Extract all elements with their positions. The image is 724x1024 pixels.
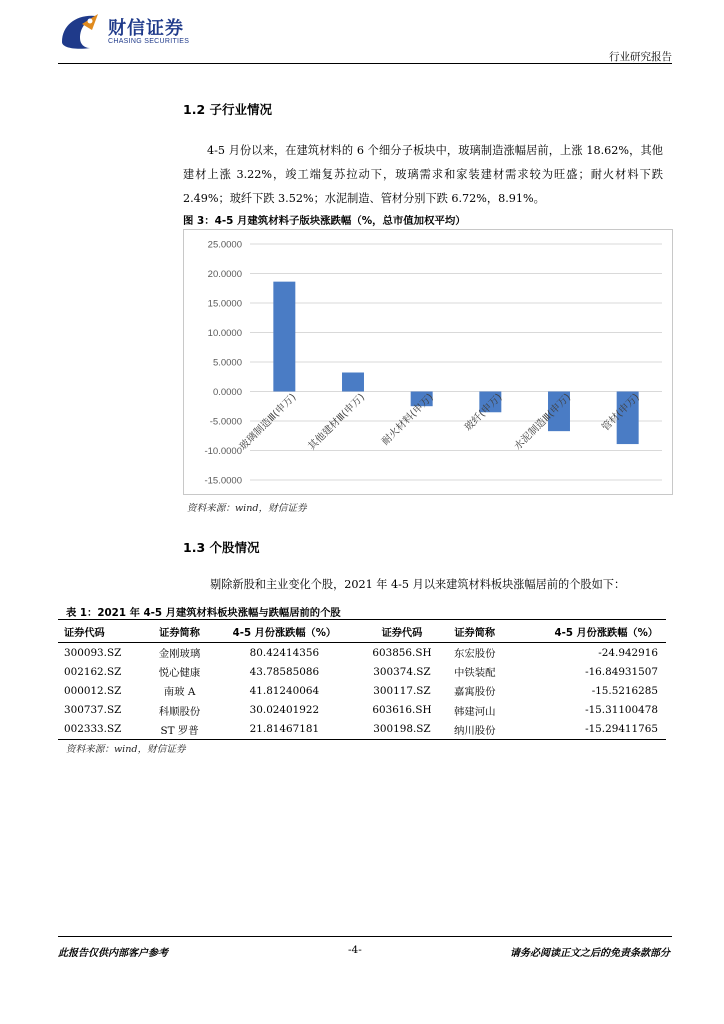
cell-change: 43.78585086 bbox=[249, 665, 320, 678]
table-row bbox=[58, 662, 666, 681]
col-header-name-2: 证券简称 bbox=[445, 620, 505, 643]
figure-caption: 图 3：4-5 月建筑材料子版块涨跌幅（%，总市值加权平均） bbox=[183, 215, 466, 227]
col-header-change-1: 4-5 月份涨跌幅（%） bbox=[210, 620, 360, 643]
header-divider bbox=[58, 63, 672, 64]
section-1-3-paragraph: 剔除新股和主业变化个股，2021 年 4-5 月以来建筑材料板块涨幅居前的个股如下： bbox=[210, 578, 626, 591]
figure-source: 资料来源：wind，财信证券 bbox=[187, 503, 307, 514]
bar-chart bbox=[183, 229, 673, 495]
section-heading-1-3: 1.3 个股情况 bbox=[183, 540, 260, 555]
y-tick-label: 20.0000 bbox=[207, 269, 242, 280]
table-header-row bbox=[58, 620, 666, 643]
cell-name: 中铁装配 bbox=[453, 667, 496, 680]
col-header-code-1: 证券代码 bbox=[58, 620, 150, 643]
logo-chinese-name: 财信证券 bbox=[108, 18, 184, 39]
table-source: 资料来源：wind，财信证券 bbox=[66, 744, 186, 755]
cell-change: 21.81467181 bbox=[210, 720, 360, 740]
cell-code: 300117.SZ bbox=[373, 684, 431, 697]
cell-change: -24.942916 bbox=[598, 646, 658, 659]
col-header-name-1: 证券简称 bbox=[150, 620, 210, 643]
logo-mark-icon bbox=[60, 12, 104, 50]
cell-change: -16.84931507 bbox=[585, 665, 658, 678]
y-tick-label: 0.0000 bbox=[212, 387, 242, 398]
col-header-code-2: 证券代码 bbox=[359, 620, 445, 643]
section-heading-1-2: 1.2 子行业情况 bbox=[183, 102, 272, 117]
category-label: 玻纤(申万) bbox=[462, 391, 505, 434]
table-row bbox=[58, 643, 666, 663]
cell-change: -15.31100478 bbox=[585, 704, 658, 717]
cell-name: 科顺股份 bbox=[158, 705, 201, 718]
y-tick-label: -10.0000 bbox=[204, 446, 242, 457]
cell-code: 603856.SH bbox=[372, 646, 432, 659]
cell-code: 002333.SZ bbox=[58, 720, 150, 740]
cell-change: 30.02401922 bbox=[249, 704, 320, 717]
col-header-change-2: 4-5 月份涨跌幅（%） bbox=[505, 620, 666, 643]
cell-code: 000012.SZ bbox=[64, 684, 122, 697]
y-tick-label: 10.0000 bbox=[207, 328, 242, 339]
cell-code: 002162.SZ bbox=[64, 665, 122, 678]
y-tick-label: -5.0000 bbox=[209, 416, 242, 428]
cell-name: 悦心健康 bbox=[158, 667, 201, 680]
bar-chart-svg bbox=[184, 230, 672, 494]
cell-change: -15.29411765 bbox=[505, 720, 666, 740]
cell-change: 41.81240064 bbox=[249, 684, 320, 697]
cell-name: 嘉寓股份 bbox=[453, 686, 496, 699]
footer-divider bbox=[58, 936, 672, 937]
cell-code: 300093.SZ bbox=[64, 646, 122, 659]
cell-name: 南玻 A bbox=[163, 686, 196, 699]
cell-change: -15.5216285 bbox=[591, 684, 658, 697]
table-row bbox=[58, 720, 666, 740]
table-row bbox=[58, 681, 666, 700]
cell-change: 80.42414356 bbox=[249, 646, 320, 659]
category-label: 管材(申万) bbox=[600, 391, 642, 434]
bar bbox=[342, 373, 364, 392]
section-1-2-paragraph: 4-5 月份以来，在建筑材料的 6 个细分子板块中，玻璃制造涨幅居前，上涨 18.62%，其他建材上涨 3.22%，竣工端复苏拉动下，玻璃需求和家装建材需求较为旺盛；耐火材料下跌 2.49%；玻纤下跌 3.52%；水泥制造、管材分别下跌 6.72%，8.91%。 bbox=[183, 144, 663, 205]
y-tick-label: 5.0000 bbox=[212, 357, 242, 369]
y-tick-label: -15.0000 bbox=[204, 475, 242, 487]
y-tick-label: 15.0000 bbox=[207, 298, 242, 310]
cell-name: 金刚玻璃 bbox=[158, 648, 201, 661]
report-type-label: 行业研究报告 bbox=[609, 51, 672, 63]
stock-table bbox=[58, 619, 666, 740]
cell-code: 300737.SZ bbox=[64, 704, 122, 717]
cell-name: ST 罗普 bbox=[150, 720, 210, 740]
category-label: 耐火材料(申万) bbox=[380, 391, 436, 448]
cell-code: 300198.SZ bbox=[359, 720, 445, 740]
page-number: -4- bbox=[348, 944, 362, 956]
cell-code: 603616.SH bbox=[372, 704, 432, 717]
category-label: 玻璃制造Ⅲ(申万) bbox=[237, 391, 299, 453]
cell-code: 300374.SZ bbox=[373, 665, 431, 678]
cell-name: 纳川股份 bbox=[445, 720, 505, 740]
bar bbox=[273, 282, 295, 392]
y-tick-label: 25.0000 bbox=[207, 239, 242, 251]
table-caption: 表 1：2021 年 4-5 月建筑材料板块涨幅与跌幅居前的个股 bbox=[66, 607, 341, 619]
category-label: 其他建材Ⅲ(申万) bbox=[306, 391, 368, 453]
logo-english-name: CHASING SECURITIES bbox=[108, 38, 190, 45]
table-row bbox=[58, 701, 666, 720]
footer-disclaimer-left: 此报告仅供内部客户参考 bbox=[58, 948, 168, 959]
cell-name: 东宏股份 bbox=[453, 648, 496, 661]
cell-name: 韩建河山 bbox=[453, 705, 496, 718]
category-label: 水泥制造Ⅲ(申万) bbox=[512, 391, 574, 453]
footer-disclaimer-right: 请务必阅读正文之后的免责条款部分 bbox=[510, 948, 670, 959]
